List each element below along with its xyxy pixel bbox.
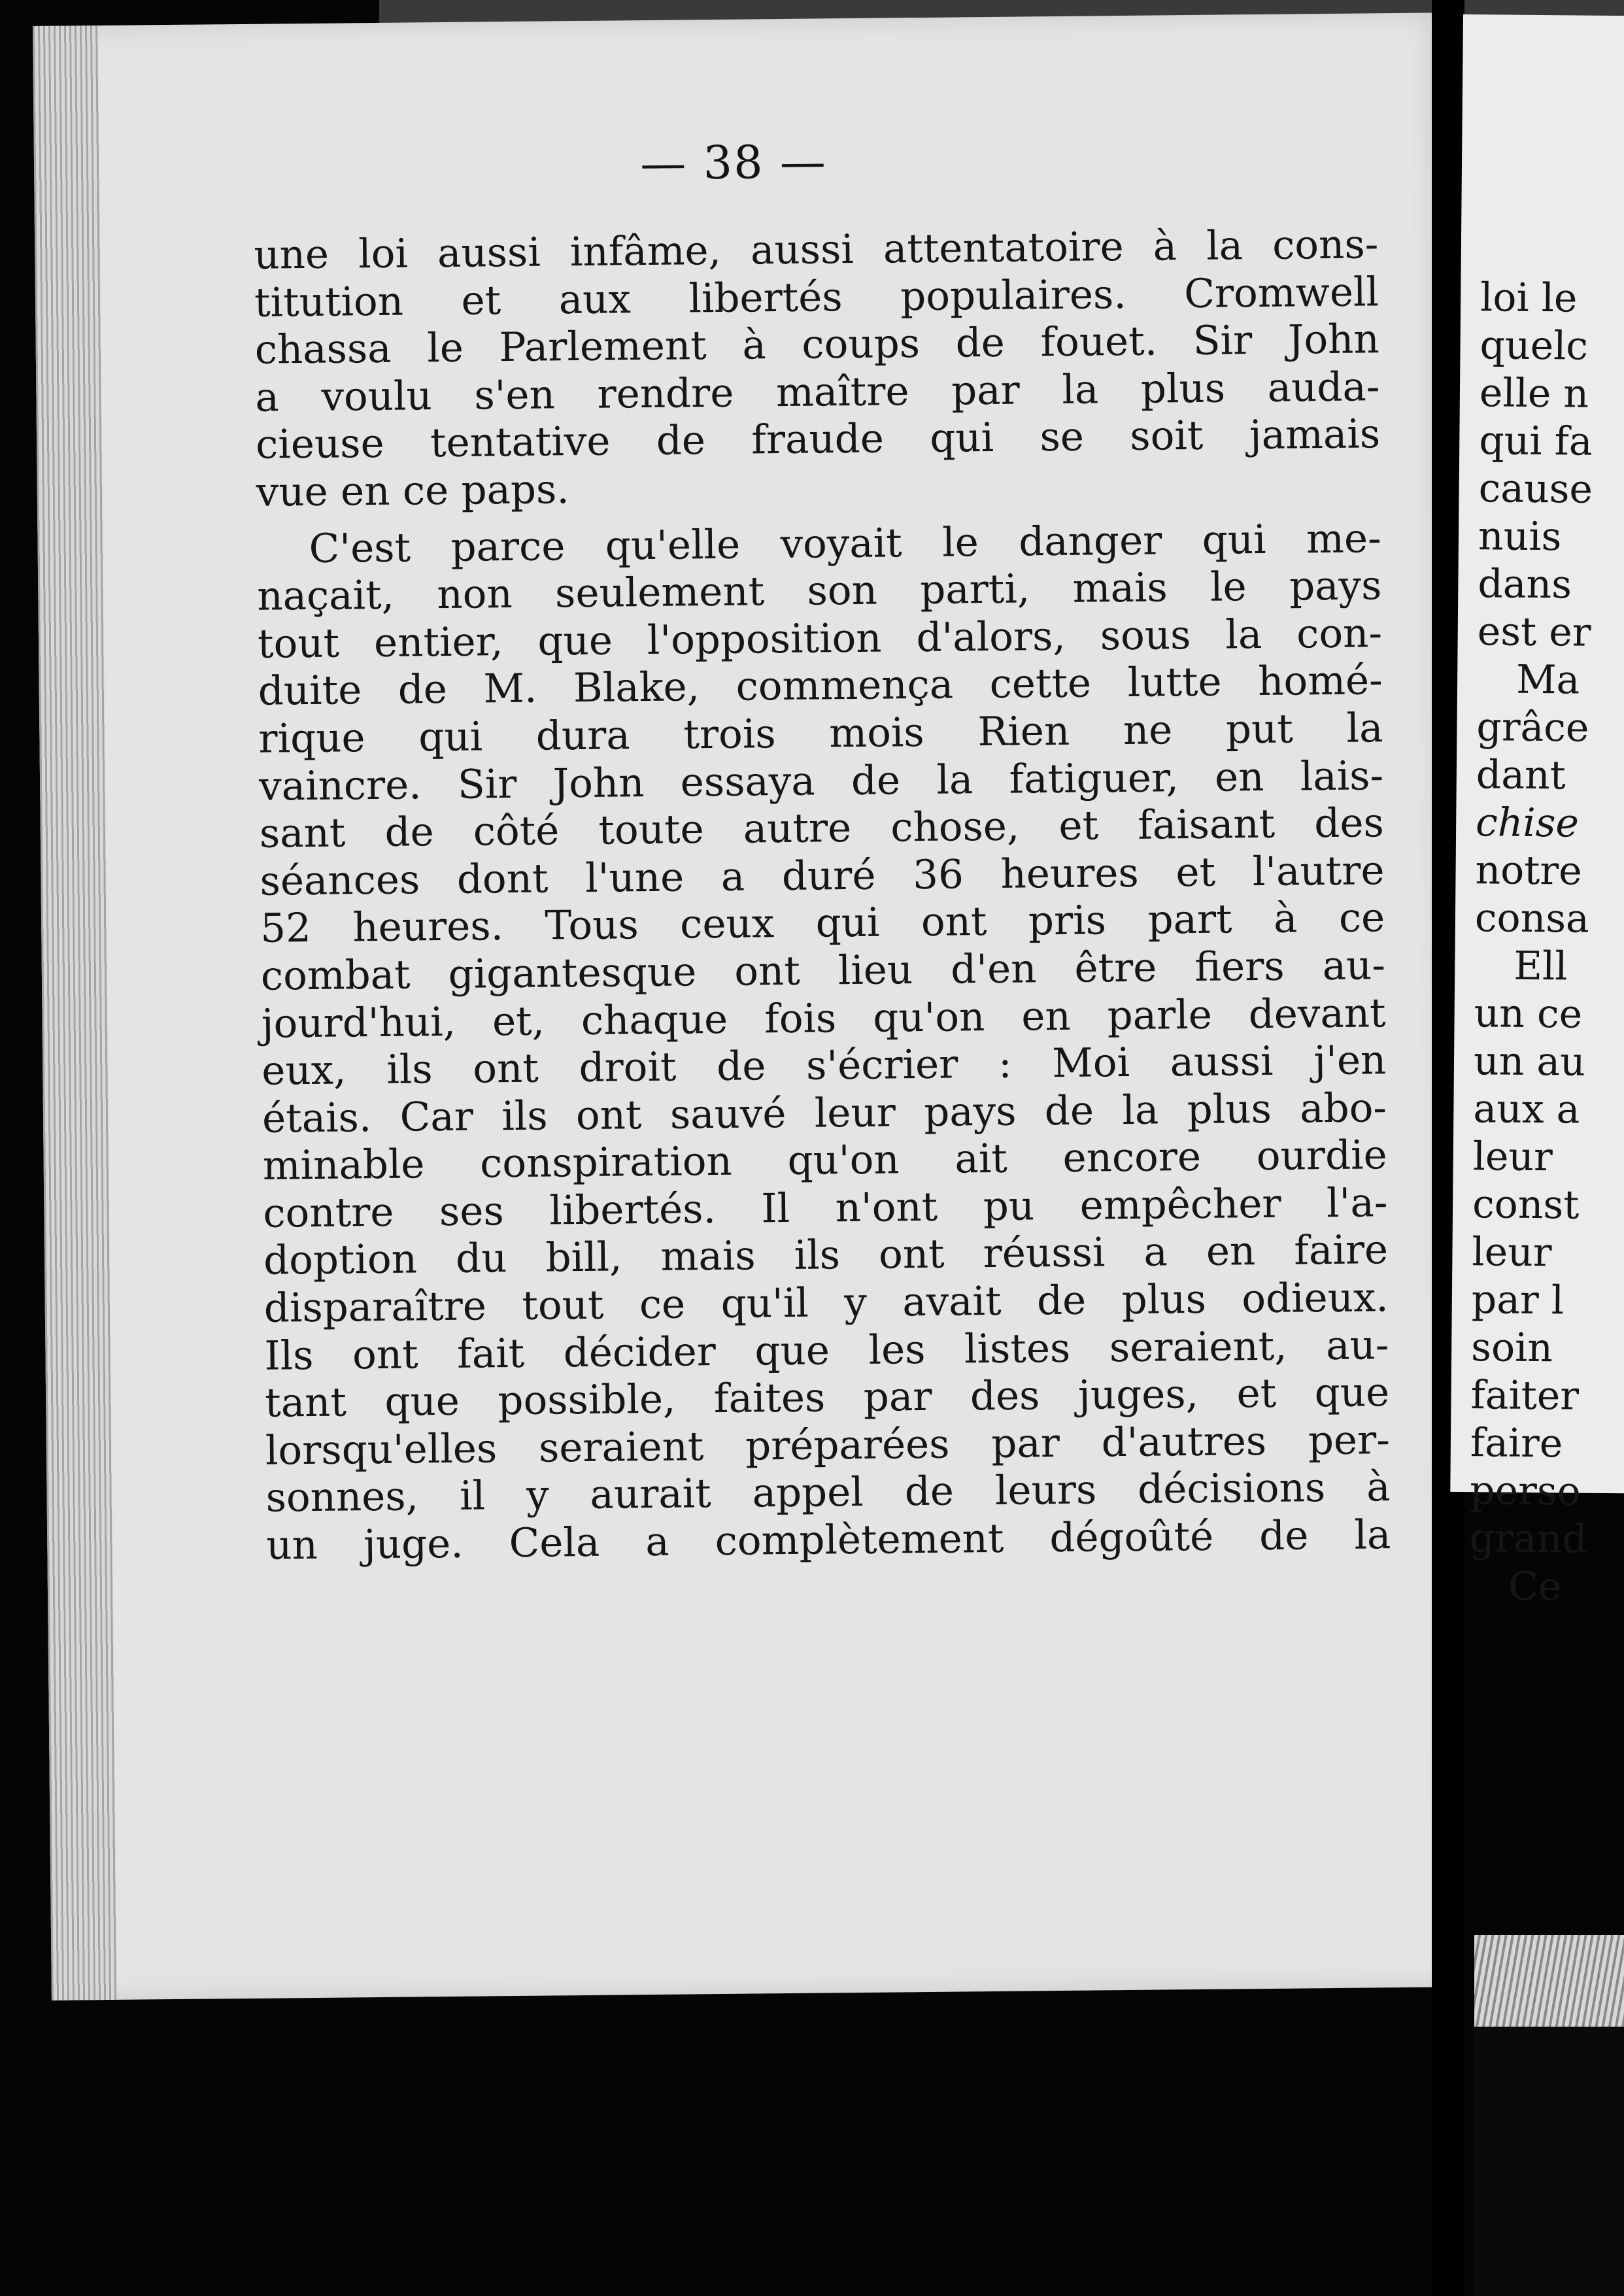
text-line: leur xyxy=(1472,1229,1552,1276)
text-line: une loi aussi infâme, aussi attentatoire à la cons- xyxy=(254,221,1379,279)
text-line: faiter xyxy=(1470,1372,1580,1419)
text-line: Ma xyxy=(1515,656,1580,703)
text-line: chassa le Parlement à coups de fouet. Sir John xyxy=(254,316,1380,373)
text-line: sonnes, il y aurait appel de leurs décisions à xyxy=(265,1464,1391,1522)
text-line: vue en ce paps. xyxy=(256,466,570,516)
text-line: consa xyxy=(1474,895,1590,942)
text-line: sant de côté toute autre chose, et faisant des xyxy=(259,800,1385,857)
text-line: notre xyxy=(1475,847,1582,894)
text-line: elle n xyxy=(1479,370,1589,417)
text-line: Ce xyxy=(1508,1563,1562,1610)
body-text xyxy=(254,221,1391,1570)
text-line: combat gigantesque ont lieu d'en être fiers au- xyxy=(260,942,1386,1000)
text-line: chise xyxy=(1475,800,1580,847)
text-line: eux, ils ont droit de s'écrier : Moi aussi j'en xyxy=(262,1037,1387,1094)
text-line: const xyxy=(1472,1181,1580,1228)
text-line: jourd'hui, et, chaque fois qu'on en parle devant xyxy=(261,989,1386,1047)
text-line: Ils ont fait décider que les listes seraient, au- xyxy=(264,1321,1389,1379)
text-line: disparaître tout ce qu'il y avait de plus odieux. xyxy=(263,1274,1389,1332)
page-stack-edges xyxy=(1474,1935,1624,2027)
left-page xyxy=(33,12,1451,2000)
lower-right-page-edges xyxy=(1474,1935,1624,2296)
text-line: grâce xyxy=(1476,704,1589,751)
text-line: leur xyxy=(1472,1134,1553,1181)
text-line: doption du bill, mais ils ont réussi a en faire xyxy=(263,1226,1389,1285)
right-page xyxy=(1450,14,1624,1610)
text-line: qui fa xyxy=(1479,418,1593,465)
text-line: soin xyxy=(1470,1325,1553,1372)
text-line: nuis xyxy=(1478,513,1562,560)
text-line: séances dont l'une a duré 36 heures et l'autre xyxy=(260,847,1385,905)
text-line: contre ses libertés. Il n'ont pu empêcher l'a- xyxy=(263,1179,1388,1237)
text-line: un au xyxy=(1473,1038,1586,1085)
text-line: vaincre. Sir John essaya de la fatiguer, en lais- xyxy=(258,752,1384,810)
text-line: rique qui dura trois mois Rien ne put la xyxy=(258,705,1383,762)
text-line: tant que possible, faites par des juges, et que xyxy=(264,1369,1390,1427)
text-line: loi le xyxy=(1480,275,1578,322)
text-line: grand xyxy=(1469,1515,1587,1562)
text-line: naçait, non seulement son parti, mais le pays xyxy=(257,562,1382,620)
text-line: quelc xyxy=(1480,322,1589,369)
text-line: perso xyxy=(1469,1468,1582,1515)
text-line: titution et aux libertés populaires. Cromwell xyxy=(254,268,1379,326)
text-line: aux a xyxy=(1473,1086,1580,1133)
text-line: cieuse tentative de fraude qui se soit jamais xyxy=(255,411,1381,469)
text-line: un juge. Cela a complètement dégoûté de la xyxy=(265,1511,1391,1569)
text-line: duite de M. Blake, commença cette lutte homé- xyxy=(258,657,1383,715)
text-line: dant xyxy=(1476,752,1566,799)
text-line: lorsqu'elles seraient préparées par d'autres per- xyxy=(265,1417,1391,1474)
text-line: minable conspiration qu'on ait encore ourdie xyxy=(262,1132,1388,1189)
page-number: — 38 — xyxy=(639,135,828,191)
text-line: tout entier, que l'opposition d'alors, sous la con- xyxy=(257,609,1383,667)
text-line: C'est parce qu'elle voyait le danger qui me- xyxy=(309,515,1381,572)
text-line: dans xyxy=(1478,561,1572,608)
text-line: est er xyxy=(1477,609,1591,656)
text-line: cause xyxy=(1478,465,1593,513)
text-line: a voulu s'en rendre maître par la plus auda- xyxy=(255,363,1380,421)
text-line: 52 heures. Tous ceux qui ont pris part à ce xyxy=(260,894,1385,953)
text-line: étais. Car ils ont sauvé leur pays de la plus abo- xyxy=(262,1084,1387,1142)
text-line: un ce xyxy=(1474,990,1583,1038)
text-line: Ell xyxy=(1513,943,1568,990)
text-line: faire xyxy=(1470,1420,1563,1467)
page-edge-lines xyxy=(33,25,117,2001)
right-page-text xyxy=(1469,274,1599,1611)
text-line: par l xyxy=(1471,1277,1565,1324)
